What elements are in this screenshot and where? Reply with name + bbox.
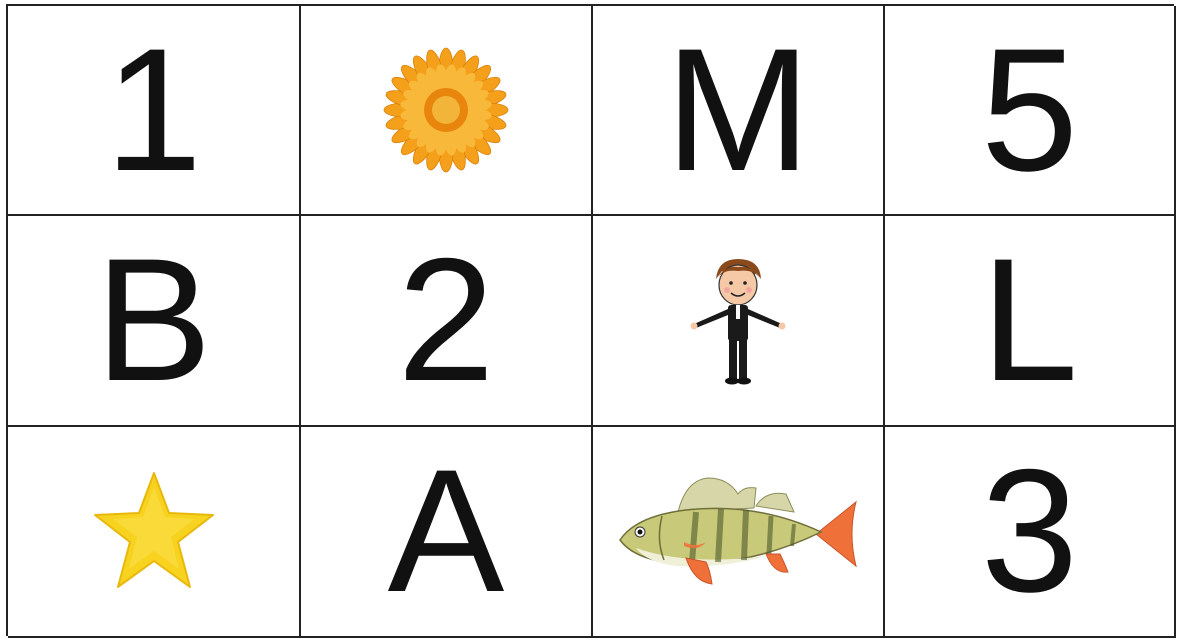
- letter-glyph: B: [95, 223, 212, 418]
- cell-r2-c1: [8, 216, 301, 427]
- cell-r2-c2: [301, 216, 593, 427]
- cell-r3-c4: [885, 427, 1176, 638]
- cell-r1-c4: [885, 6, 1176, 216]
- cell-r3-c3: [593, 427, 885, 638]
- letter-glyph: A: [387, 434, 505, 629]
- fish-icon: [616, 472, 861, 592]
- cell-r1-c1: [8, 6, 301, 216]
- cell-r3-c2: [301, 427, 593, 638]
- letter-glyph: L: [980, 223, 1079, 418]
- letter-glyph: M: [665, 12, 811, 208]
- flower-icon: [381, 45, 511, 175]
- digit-glyph: 1: [104, 12, 203, 208]
- digit-glyph: 3: [980, 434, 1079, 629]
- cell-r2-c3: [593, 216, 885, 427]
- digit-glyph: 2: [397, 223, 495, 418]
- boy-icon: [688, 253, 788, 388]
- cell-r2-c4: [885, 216, 1176, 427]
- cell-r1-c2: [301, 6, 593, 216]
- symbol-grid: [6, 4, 1174, 636]
- cell-r3-c1: [8, 427, 301, 638]
- star-icon: [89, 469, 219, 594]
- cell-r1-c3: [593, 6, 885, 216]
- digit-glyph: 5: [980, 12, 1079, 208]
